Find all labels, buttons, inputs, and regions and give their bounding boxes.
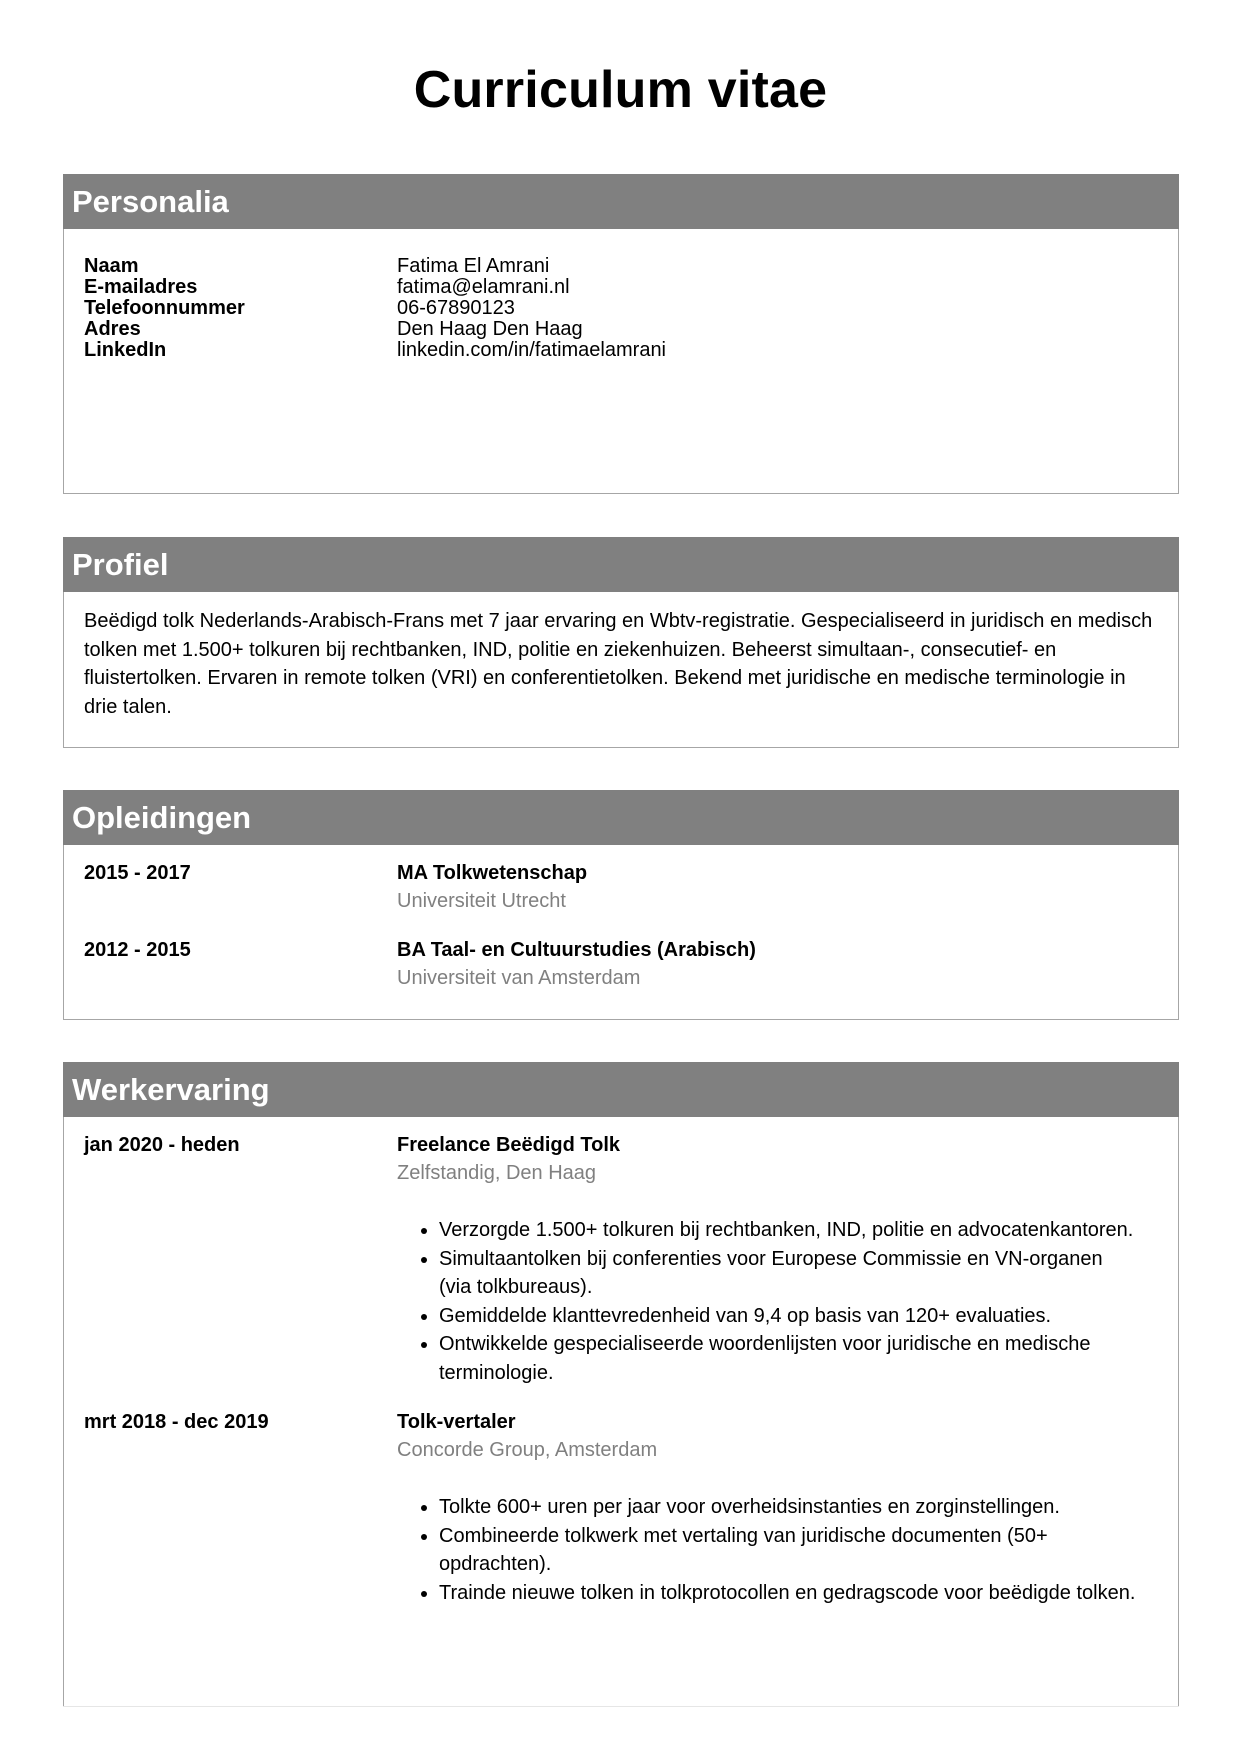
profile-text: Beëdigd tolk Nederlands-Arabisch-Frans met 7 jaar ervaring en Wbtv-registratie. Gespecialiseerd in juridisch en medisch tolken met 1.500+ tolkuren bij rechtbanken, IND, politie en ziekenhuizen. Beheerst simultaan-, consecutief- en fluistertolken. Ervaren in remote tolken (VRI) en conferentietolken. Bekend met juridische en medische terminologie in drie talen.	[84, 610, 1153, 718]
job-title: Tolk-vertaler	[397, 1411, 516, 1433]
education-item	[64, 859, 1178, 915]
werkervaring-section	[63, 1062, 1179, 1706]
education-title: MA Tolkwetenschap	[397, 862, 588, 884]
page-bottom-divider	[63, 1706, 1179, 1707]
job-item	[64, 1408, 1178, 1607]
job-bullets	[397, 1216, 1178, 1387]
info-label: Adres	[84, 318, 141, 340]
profiel-section	[63, 537, 1179, 748]
job-period: mrt 2018 - dec 2019	[84, 1411, 269, 1433]
bullet-item: • Ontwikkelde gespecialiseerde woordenlijsten voor juridische en medische terminologie.	[439, 1330, 1178, 1387]
info-value: 06-67890123	[397, 297, 515, 319]
bullet-item: • Tolkte 600+ uren per jaar voor overheidsinstanties en zorginstellingen.	[439, 1493, 1178, 1522]
bullet-item: • Combineerde tolkwerk met vertaling van juridische documenten (50+ opdrachten).	[439, 1522, 1178, 1579]
info-value: Fatima El Amrani	[397, 255, 550, 277]
education-item	[64, 936, 1178, 992]
bullet-item: • Gemiddelde klanttevredenheid van 9,4 op basis van 120+ evaluaties.	[439, 1302, 1178, 1331]
job-employer: Zelfstandig, Den Haag	[397, 1162, 597, 1184]
bullet-item: • Verzorgde 1.500+ tolkuren bij rechtbanken, IND, politie en advocatenkantoren.	[439, 1216, 1178, 1245]
personalia-section	[63, 174, 1179, 494]
werkervaring-heading: Werkervaring	[63, 1062, 1179, 1117]
education-institution: Universiteit van Amsterdam	[397, 967, 641, 989]
info-label: E-mailadres	[84, 276, 198, 298]
job-bullets	[397, 1493, 1178, 1607]
education-institution: Universiteit Utrecht	[397, 890, 566, 912]
opleidingen-heading: Opleidingen	[63, 790, 1179, 845]
linkedin-link[interactable]: linkedin.com/in/fatimaelamrani	[397, 339, 667, 361]
info-label: Naam	[84, 255, 139, 277]
job-employer: Concorde Group, Amsterdam	[397, 1439, 658, 1461]
personalia-heading: Personalia	[63, 174, 1179, 229]
profiel-heading: Profiel	[63, 537, 1179, 592]
info-label: LinkedIn	[84, 339, 167, 361]
job-item	[64, 1131, 1178, 1387]
info-label: Telefoonnummer	[84, 297, 245, 319]
education-period: 2015 - 2017	[84, 862, 191, 884]
info-value: Den Haag Den Haag	[397, 318, 583, 340]
education-title: BA Taal- en Cultuurstudies (Arabisch)	[397, 939, 756, 961]
education-period: 2012 - 2015	[84, 939, 191, 961]
job-title: Freelance Beëdigd Tolk	[397, 1134, 621, 1156]
page-title: Curriculum vitae	[413, 61, 828, 119]
bullet-item: • Trainde nieuwe tolken in tolkprotocollen en gedragscode voor beëdigde tolken.	[439, 1579, 1178, 1608]
bullet-item: • Simultaantolken bij conferenties voor Europese Commissie en VN-organen (via tolkbureaus).	[439, 1245, 1178, 1302]
opleidingen-section	[63, 790, 1179, 1020]
job-period: jan 2020 - heden	[84, 1134, 240, 1156]
email-link[interactable]: fatima@elamrani.nl	[397, 276, 570, 298]
